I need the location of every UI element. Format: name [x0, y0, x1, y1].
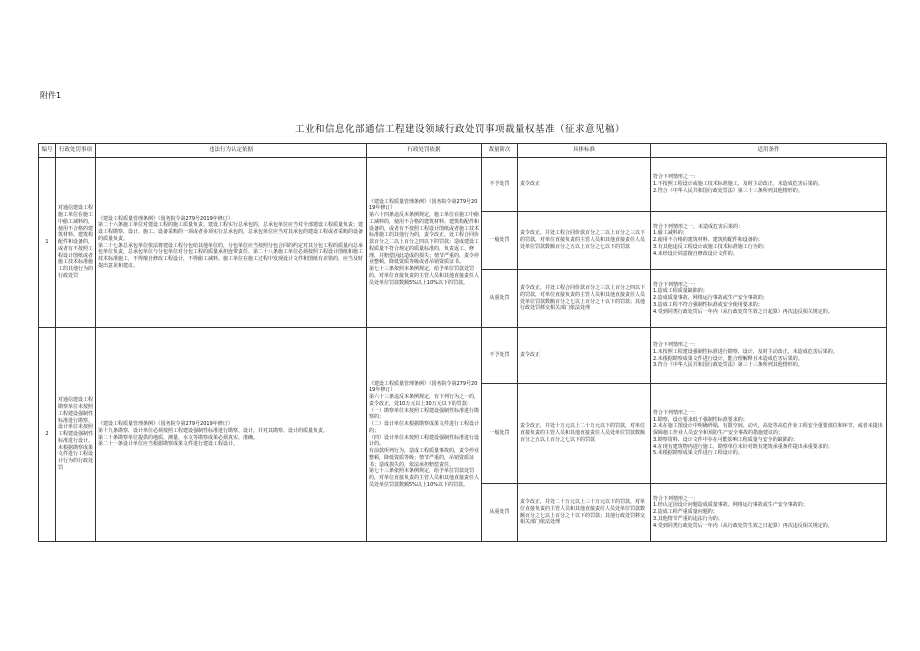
tier-standard: 责令改正，并处工程合同价款百分之三以上百分之四以下的罚款，对单位直接负责的主管人员和其他直接责任人员处单位罚款数额百分之七以上百分之十以下的罚款；其他行政处罚移交相关部门依法处理: [518, 270, 651, 328]
row-basis: 《建设工程质量管理条例》（国务院令第279号2019年修订） 第十九条勘察、设计单位必须按照工程建设强制性标准进行勘察、设计，并对其勘察、设计的质量负责。 第二十条勘察单位提供的地质、测量、水文等勘察成果必须真实、准确。 第二十一条设计单位应当根据勘察成果文件进行建设工程设计。: [96, 328, 367, 542]
header-matter: 行政处罚事项: [56, 144, 96, 158]
header-conditions: 适用条件: [651, 144, 887, 158]
row-matter: 对通信建设工程施工单位在施工中偷工减料的，使用不合格的建筑材料、建筑构配件和设备的，或者有不按照工程设计图纸或者施工技术标准施工的其他行为的行政处罚: [56, 158, 96, 328]
row-no: 2: [39, 328, 56, 542]
document-title: 工业和信息化部通信工程建设领域行政处罚事项裁量权基准（征求意见稿）: [294, 124, 625, 135]
header-no: 编号: [39, 144, 56, 158]
header-standard: 具体标准: [518, 144, 651, 158]
row-basis: 《建设工程质量管理条例》（国务院令第279号2019年修订） 第二十六条施工单位对建设工程的施工质量负责。建设工程实行总承包的，总承包单位应当对全部建设工程质量负责；建设工程勘察、设计、施工、设备采购的一项或者多项实行总承包的，总承包单位应当对其承包的建设工程或者采购的设备的质量负责。 第二十七条总承包单位依法将建设工程分包给其他单位的，分包单位应当按照分包合同的约定对其分包工程的质量向总承包单位负责，总承包单位与分包单位对分包工程的质量承担连带责任。第二十八条施工单位必须按照工程设计图纸和施工技术标准施工，不得擅自修改工程设计，不得偷工减料。施工单位在施工过程中发现设计文件和图纸有差错的，应当及时提出意见和建议。: [96, 158, 367, 328]
tier-conditions: 符合下列情形之一： 1.未按照工程建设强制性标准进行勘察、设计，及时主动改正，未造成危害后果的。 2.未根据勘察成果文件进行设计，能合理解释且未造成危害后果的。 3.符合《中华人民共和国行政处罚法》第三十三条所列其他情形的。: [651, 328, 887, 384]
table-header-row: [39, 144, 887, 158]
row-penalty: 《建设工程质量管理条例》（国务院令第279号2019年修订） 第六十三条违反本条例规定，有下列行为之一的，责令改正，处10万元以上30万元以下的罚款： （一）勘察单位未按照工程建设强制性标准进行勘察的； （二）设计单位未根据勘察成果文件进行工程设计的； （四）设计单位未按照工程建设强制性标准进行设计的。 有前款所列行为，造成工程质量事故的，责令停业整顿，降低资质等级；情节严重的，吊销资质证书；造成损失的，依法承担赔偿责任。 第七十三条依照本条例规定，给予单位罚款处罚的，对单位直接负责的主管人员和其他直接责任人员处单位罚款数额5%以上10%以下的罚款。: [367, 328, 482, 542]
tier-standard: 责令改正: [518, 158, 651, 212]
table-row: [39, 328, 887, 384]
annex-label: 附件1: [40, 91, 62, 100]
tier-conditions: 符合下列情形之一： 1.不按照工程设计或施工技术标准施工，及时主动改正，未造成危害后果的。 2.符合《中华人民共和国行政处罚法》第三十三条所列其他情形的。: [651, 158, 887, 212]
row-matter: 对通信建设工程勘察单位未按照工程建设强制性标准进行勘察、设计单位未按照工程建设强制性标准进行设计、未根据勘察成果文件进行工程设计行为的行政处罚: [56, 328, 96, 542]
header-basis: 违法行为认定依据: [96, 144, 367, 158]
header-tier: 裁量阶次: [482, 144, 518, 158]
tier-conditions: 符合下列情形之一，未造成危害后果的： 1.偷工减料的； 2.使用不合格的建筑材料、建筑构配件和设备的； 3.有其他违反工程设计或施工技术标准施工行为的； 4.未经设计同意擅自修改设计文件的。: [651, 212, 887, 270]
tier-level: 一般处罚: [482, 212, 518, 270]
tier-standard: 责令改正: [518, 328, 651, 384]
row-penalty: 《建设工程质量管理条例》（国务院令第279号2019年修订） 第六十四条违反本条例规定，施工单位在施工中偷工减料的，使用不合格的建筑材料、建筑构配件和设备的，或者有不按照工程设计图纸或者施工技术标准施工的其他行为的，责令改正，处工程合同价款百分之二以上百分之四以下的罚款；造成建设工程质量不符合规定的质量标准的，负责返工、修理，并赔偿因此造成的损失；情节严重的，责令停业整顿，降低资质等级或者吊销资质证书。 第七十三条依照本条例规定，给予单位罚款处罚的，对单位直接负责的主管人员和其他直接责任人员处单位罚款数额5%以上10%以下的罚款。: [367, 158, 482, 328]
tier-level: 不予处罚: [482, 158, 518, 212]
tier-conditions: 符合下列情形之一： 1.勘察、设计要求低于强制性标准要求的； 2.未在施工图设计中明确坍塌、有限空间、动火、高处等高危作业工程安全重要部位和环节，或者未提出保障施工作业人员安全和预防生产安全事故的措施建议的； 3.勘察资料、设计文件中存在可能影响工程质量与安全的缺陷的； 4.在现有建筑物内进行施工，勘察单位未针对既有建筑承重条件提出承重要求的； 5.未根据勘察成果文件进行工程设计的。: [651, 384, 887, 484]
tier-conditions: 符合下列情形之一： 1.造成工程质量缺陷的； 2.造成质量事故、网络运行事故或生产安全事故的； 3.造成工程不符合强制性标准或安全使用要求的； 4.受到同类行政处罚后一年内（从行政处罚生效之日起算）再次违反相关规定的。: [651, 270, 887, 328]
tier-conditions: 符合下列情形之一： 1.经认定因设计问题造成质量事故、网络运行事故或生产安全事故的； 2.造成工程严重质量问题的； 3.其他情节严重的违法行为的； 4.受到同类行政处罚后一年内（从行政处罚生效之日起算）再次违反相关规定的。: [651, 484, 887, 542]
tier-level: 不予处罚: [482, 328, 518, 384]
penalty-standard-table: [38, 143, 887, 542]
tier-standard: 责令改正，并处二十万元以上三十万元以下的罚款，对单位直接负责的主管人员和其他直接责任人员处单位罚款数额百分之七以上百分之十以下的罚款；其他行政处罚移交相关部门依法处理: [518, 484, 651, 542]
row-no: 1: [39, 158, 56, 328]
tier-standard: 责令改正，并处工程合同价款百分之二以上百分之三以下的罚款，对单位直接负责的主管人员和其他直接责任人员处单位罚款数额百分之五以上百分之七以下的罚款: [518, 212, 651, 270]
table-row: [39, 158, 887, 212]
tier-level: 从重处罚: [482, 270, 518, 328]
tier-level: 从重处罚: [482, 484, 518, 542]
header-penalty: 行政处罚依据: [367, 144, 482, 158]
tier-standard: 责令改正，并处十万元以上二十万元以下的罚款，对单位直接负责的主管人员和其他直接责任人员处单位罚款数额百分之五以上百分之七以下的罚款: [518, 384, 651, 484]
tier-level: 一般处罚: [482, 384, 518, 484]
